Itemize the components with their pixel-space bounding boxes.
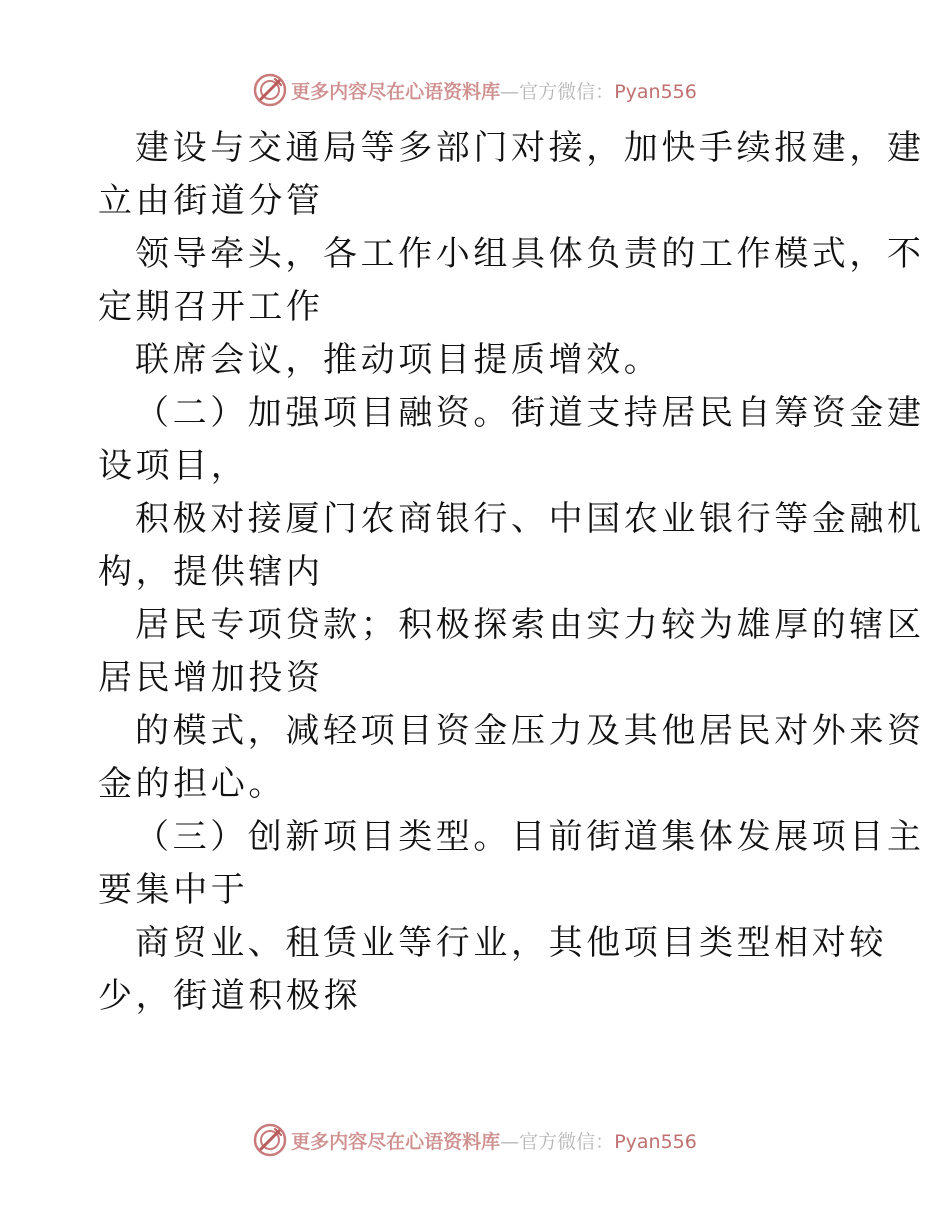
paragraph-7-line-2: 金的担心。 [98, 764, 286, 804]
watermark-logo-icon [253, 73, 287, 107]
header-watermark [0, 70, 950, 110]
watermark-wechat-id: Pyan556 [614, 1130, 697, 1153]
watermark-separator: — [500, 1130, 520, 1153]
watermark-separator: — [500, 80, 520, 103]
paragraph-3-line-1: 联席会议，推动项目提质增效。 [135, 340, 662, 380]
paragraph-8-line-2: 要集中于 [98, 870, 249, 910]
paragraph-1-line-1: 建设与交通局等多部门对接，加快手续报建，建 [135, 128, 925, 168]
paragraph-4-line-1: （二）加强项目融资。街道支持居民自筹资金建 [135, 393, 925, 433]
paragraph-6-line-2: 居民增加投资 [98, 658, 324, 698]
footer-watermark [0, 1120, 950, 1160]
watermark-main-text: 更多内容尽在心语资料库 [291, 1130, 501, 1153]
watermark-official-label: 官方微信： [519, 80, 615, 103]
paragraph-9-line-1: 商贸业、租赁业等行业，其他项目类型相对较 [135, 923, 887, 963]
watermark-main-text: 更多内容尽在心语资料库 [291, 80, 501, 103]
paragraph-7-line-1: 的模式，减轻项目资金压力及其他居民对外来资 [135, 711, 925, 751]
paragraph-4-line-2: 设项目， [98, 446, 249, 486]
paragraph-8-line-1: （三）创新项目类型。目前街道集体发展项目主 [135, 817, 925, 857]
paragraph-5-line-1: 积极对接厦门农商银行、中国农业银行等金融机 [135, 499, 925, 539]
watermark-logo-icon [253, 1123, 287, 1157]
paragraph-6-line-1: 居民专项贷款；积极探索由实力较为雄厚的辖区 [135, 605, 925, 645]
watermark-official-label: 官方微信： [519, 1130, 615, 1153]
paragraph-9-line-2: 少，街道积极探 [98, 976, 362, 1016]
paragraph-5-line-2: 构，提供辖内 [98, 552, 324, 592]
document-body [98, 122, 925, 1023]
paragraph-2-line-1: 领导牵头，各工作小组具体负责的工作模式，不 [135, 234, 925, 274]
paragraph-2-line-2: 定期召开工作 [98, 287, 324, 327]
paragraph-1-line-2: 立由街道分管 [98, 181, 324, 221]
watermark-wechat-id: Pyan556 [614, 80, 697, 103]
